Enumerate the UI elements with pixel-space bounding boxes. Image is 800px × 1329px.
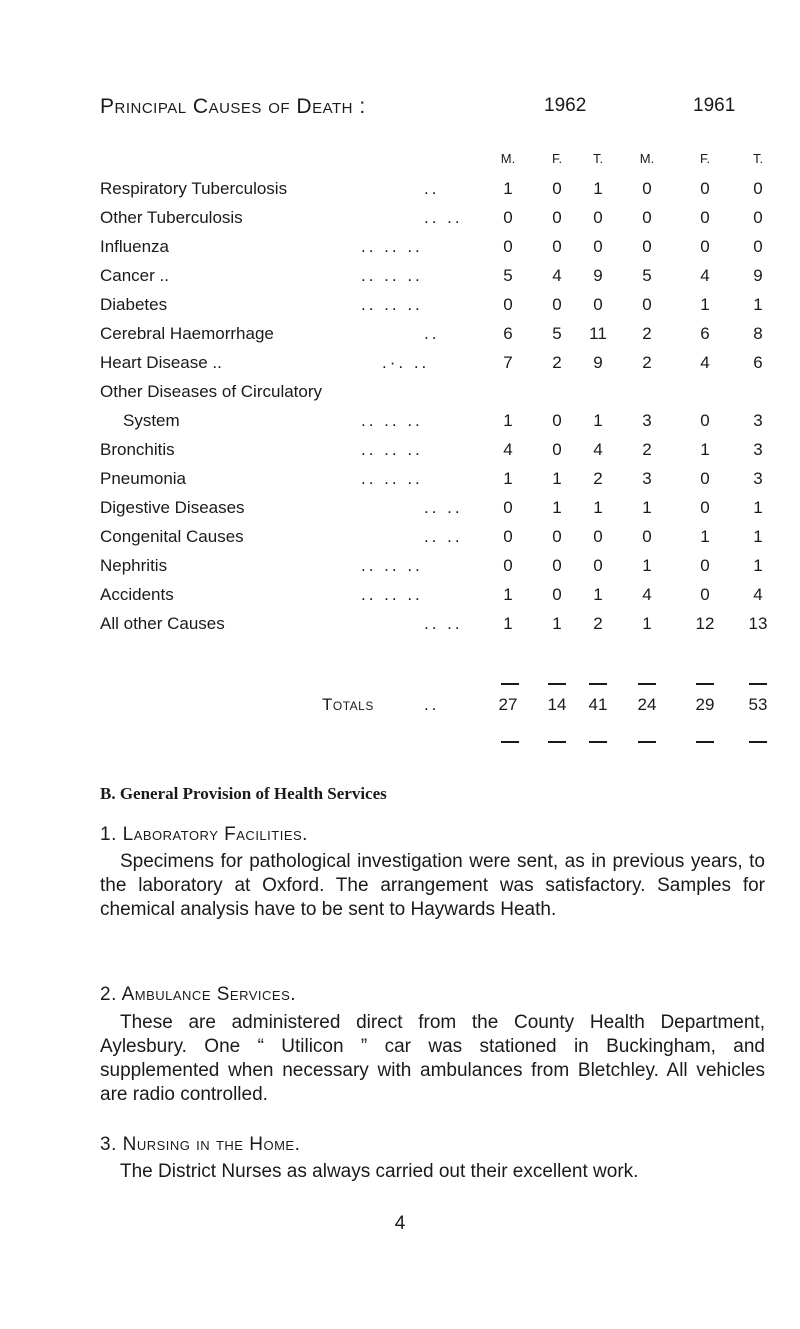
table-row [0, 551, 800, 580]
cell-t-1962: 0 [593, 556, 603, 575]
cell-f-1962: 0 [552, 411, 562, 430]
cell-m-1961: 0 [642, 179, 652, 198]
cell-t-1961: 1 [753, 527, 763, 546]
cell-m-1962: 0 [503, 556, 513, 575]
cell-t-1961: 4 [753, 585, 763, 604]
row-label: Influenza [100, 237, 169, 256]
rule-dash [638, 741, 656, 743]
cell-t-1961: 0 [753, 237, 763, 256]
total-m-1962: 27 [498, 695, 518, 714]
cell-t-1961: 1 [753, 498, 763, 517]
totals-label: Totals [322, 695, 374, 714]
leader-dots: .. .. .. [361, 237, 423, 256]
rule-dash [501, 683, 519, 685]
cell-m-1962: 0 [503, 237, 513, 256]
heading-nursing-in-the-home: 3. Nursing in the Home. [100, 1134, 301, 1155]
cell-f-1961: 4 [700, 353, 710, 372]
cell-f-1961: 0 [700, 237, 710, 256]
cell-f-1962: 0 [552, 295, 562, 314]
cell-f-1961: 4 [700, 266, 710, 285]
cell-f-1961: 1 [700, 295, 710, 314]
cell-m-1961: 2 [642, 353, 652, 372]
section-b-title: B. General Provision of Health Services [100, 784, 387, 803]
cell-t-1961: 13 [748, 614, 768, 633]
total-t-1962: 41 [588, 695, 608, 714]
rule-dash [589, 683, 607, 685]
cell-m-1961: 0 [642, 237, 652, 256]
leader-dots: .. .. .. [361, 556, 423, 575]
rule-dash [696, 683, 714, 685]
totals-row [0, 690, 800, 719]
row-label: System [123, 411, 180, 430]
cell-f-1962: 1 [552, 614, 562, 633]
table-row [0, 203, 800, 232]
row-label: Accidents [100, 585, 174, 604]
col-header-t-1961: T. [752, 151, 764, 166]
leader-dots: .. .. [424, 208, 463, 227]
year-1961-header: 1961 [693, 95, 736, 116]
cell-f-1962: 0 [552, 556, 562, 575]
cell-f-1962: 0 [552, 237, 562, 256]
leader-dots: .. .. .. [361, 469, 423, 488]
row-label: Congenital Causes [100, 527, 244, 546]
cell-f-1961: 1 [700, 527, 710, 546]
row-label: Bronchitis [100, 440, 175, 459]
paragraph-ambulance-services: These are administered direct from the County Health Department, Aylesbury. One “ Utilicon ” car was stationed in Buckingham, and supplemented when necessary with ambulances from Bletchley. All vehicles are radio controlled. [100, 1012, 765, 1105]
total-m-1961: 24 [637, 695, 657, 714]
table-row [0, 435, 800, 464]
leader-dots: .·. .. [382, 353, 430, 372]
cell-m-1962: 0 [503, 527, 513, 546]
rule-dash [548, 741, 566, 743]
cell-t-1961: 0 [753, 208, 763, 227]
rule-dash [638, 683, 656, 685]
leader-dots: .. .. .. [361, 411, 423, 430]
table-row [0, 493, 800, 522]
cell-t-1962: 1 [593, 411, 603, 430]
cell-m-1961: 3 [642, 469, 652, 488]
leader-dots: .. .. .. [361, 295, 423, 314]
cell-t-1962: 0 [593, 237, 603, 256]
cell-m-1962: 1 [503, 469, 513, 488]
cell-m-1961: 0 [642, 208, 652, 227]
rule-dash [696, 741, 714, 743]
cell-t-1961: 6 [753, 353, 763, 372]
cell-t-1961: 0 [753, 179, 763, 198]
cell-m-1962: 5 [503, 266, 513, 285]
cell-t-1962: 1 [593, 498, 603, 517]
cell-m-1962: 1 [503, 179, 513, 198]
leader-dots: .. .. .. [361, 266, 423, 285]
row-label: Cerebral Haemorrhage [100, 324, 274, 343]
row-label: Other Tuberculosis [100, 208, 243, 227]
leader-dots: .. .. [424, 498, 463, 517]
col-header-m-1961: M. [639, 151, 655, 166]
row-label: Respiratory Tuberculosis [100, 179, 288, 198]
cell-t-1962: 2 [593, 614, 603, 633]
rule-dash [589, 741, 607, 743]
heading-laboratory-facilities: 1. Laboratory Facilities. [100, 824, 308, 845]
row-label: Cancer .. [100, 266, 169, 285]
table-row [0, 348, 800, 377]
table-title: Principal Causes of Death : [100, 95, 366, 118]
paragraph-laboratory-facilities: Specimens for pathological investigation were sent, as in previous years, to the laboratory at Oxford. The arrangement was satisfactory. Samples for chemical analysis have to be sent to Haywards Heath. [100, 851, 765, 920]
leader-dots: .. .. [424, 527, 463, 546]
cell-f-1962: 2 [552, 353, 562, 372]
cell-f-1962: 5 [552, 324, 562, 343]
cell-m-1962: 6 [503, 324, 513, 343]
cell-m-1961: 1 [642, 498, 652, 517]
cell-t-1962: 1 [593, 585, 603, 604]
cell-m-1961: 3 [642, 411, 652, 430]
leader-dots: .. .. .. [361, 585, 423, 604]
table-row [0, 290, 800, 319]
cell-m-1961: 2 [642, 324, 652, 343]
cell-f-1961: 0 [700, 556, 710, 575]
table-row [0, 580, 800, 609]
table-row [0, 319, 800, 348]
row-label: All other Causes [100, 614, 225, 633]
total-f-1961: 29 [695, 695, 715, 714]
cell-t-1962: 11 [589, 324, 607, 343]
row-label: Pneumonia [100, 469, 187, 488]
cell-f-1962: 4 [552, 266, 562, 285]
cell-t-1961: 9 [753, 266, 763, 285]
cell-t-1961: 8 [753, 324, 763, 343]
cell-m-1961: 1 [642, 556, 652, 575]
cell-m-1962: 7 [503, 353, 513, 372]
page-number: 4 [394, 1213, 406, 1234]
year-1962-header: 1962 [544, 95, 587, 116]
leader-dots: .. [424, 695, 440, 714]
row-label: Other Diseases of Circulatory [100, 382, 323, 401]
cell-m-1962: 1 [503, 585, 513, 604]
causes-of-death-table [0, 174, 800, 638]
cell-f-1961: 12 [695, 614, 715, 633]
col-header-f-1961: F. [699, 151, 711, 166]
cell-f-1961: 6 [700, 324, 710, 343]
cell-t-1961: 3 [753, 411, 763, 430]
total-t-1961: 53 [748, 695, 768, 714]
table-row [0, 609, 800, 638]
cell-m-1961: 2 [642, 440, 652, 459]
cell-m-1961: 5 [642, 266, 652, 285]
cell-t-1962: 0 [593, 527, 603, 546]
cell-f-1961: 0 [700, 411, 710, 430]
paragraph-nursing-in-the-home: The District Nurses as always carried out their excellent work. [120, 1161, 639, 1182]
cell-m-1962: 0 [503, 498, 513, 517]
heading-ambulance-services: 2. Ambulance Services. [100, 984, 297, 1005]
cell-f-1961: 1 [700, 440, 710, 459]
leader-dots: .. .. [424, 614, 463, 633]
cell-t-1961: 3 [753, 440, 763, 459]
cell-t-1962: 0 [593, 295, 603, 314]
cell-m-1962: 0 [503, 208, 513, 227]
cell-t-1961: 1 [753, 556, 763, 575]
table-row [0, 522, 800, 551]
rule-dash [749, 741, 767, 743]
col-header-f-1962: F. [551, 151, 563, 166]
cell-t-1962: 9 [593, 353, 603, 372]
table-row [0, 464, 800, 493]
cell-t-1961: 3 [753, 469, 763, 488]
table-row [0, 261, 800, 290]
cell-t-1962: 2 [593, 469, 603, 488]
row-label: Digestive Diseases [100, 498, 245, 517]
row-label: Heart Disease .. [100, 353, 222, 372]
cell-f-1961: 0 [700, 208, 710, 227]
cell-m-1961: 4 [642, 585, 652, 604]
cell-f-1962: 0 [552, 440, 562, 459]
cell-f-1962: 1 [552, 469, 562, 488]
cell-f-1962: 0 [552, 179, 562, 198]
cell-m-1962: 0 [503, 295, 513, 314]
cell-f-1961: 0 [700, 585, 710, 604]
cell-f-1961: 0 [700, 469, 710, 488]
cell-f-1962: 0 [552, 208, 562, 227]
table-row [0, 406, 800, 435]
row-label: Diabetes [100, 295, 168, 314]
table-row [0, 377, 800, 406]
cell-f-1962: 0 [552, 585, 562, 604]
cell-f-1962: 1 [552, 498, 562, 517]
col-header-t-1962: T. [592, 151, 604, 166]
cell-t-1962: 9 [593, 266, 603, 285]
cell-f-1961: 0 [700, 179, 710, 198]
cell-t-1962: 4 [593, 440, 603, 459]
rule-dash [749, 683, 767, 685]
leader-dots: .. [424, 179, 440, 198]
cell-f-1962: 0 [552, 527, 562, 546]
cell-m-1962: 4 [503, 440, 513, 459]
cell-f-1961: 0 [700, 498, 710, 517]
table-row [0, 174, 800, 203]
leader-dots: .. [424, 324, 440, 343]
rule-dash [501, 741, 519, 743]
cell-t-1961: 1 [753, 295, 763, 314]
cell-m-1961: 0 [642, 295, 652, 314]
rule-dash [548, 683, 566, 685]
cell-t-1962: 0 [593, 208, 603, 227]
col-header-m-1962: M. [500, 151, 516, 166]
cell-m-1961: 1 [642, 614, 652, 633]
cell-m-1962: 1 [503, 411, 513, 430]
leader-dots: .. .. .. [361, 440, 423, 459]
cell-t-1962: 1 [593, 179, 603, 198]
table-row [0, 232, 800, 261]
cell-m-1961: 0 [642, 527, 652, 546]
row-label: Nephritis [100, 556, 168, 575]
cell-m-1962: 1 [503, 614, 513, 633]
total-f-1962: 14 [547, 695, 567, 714]
